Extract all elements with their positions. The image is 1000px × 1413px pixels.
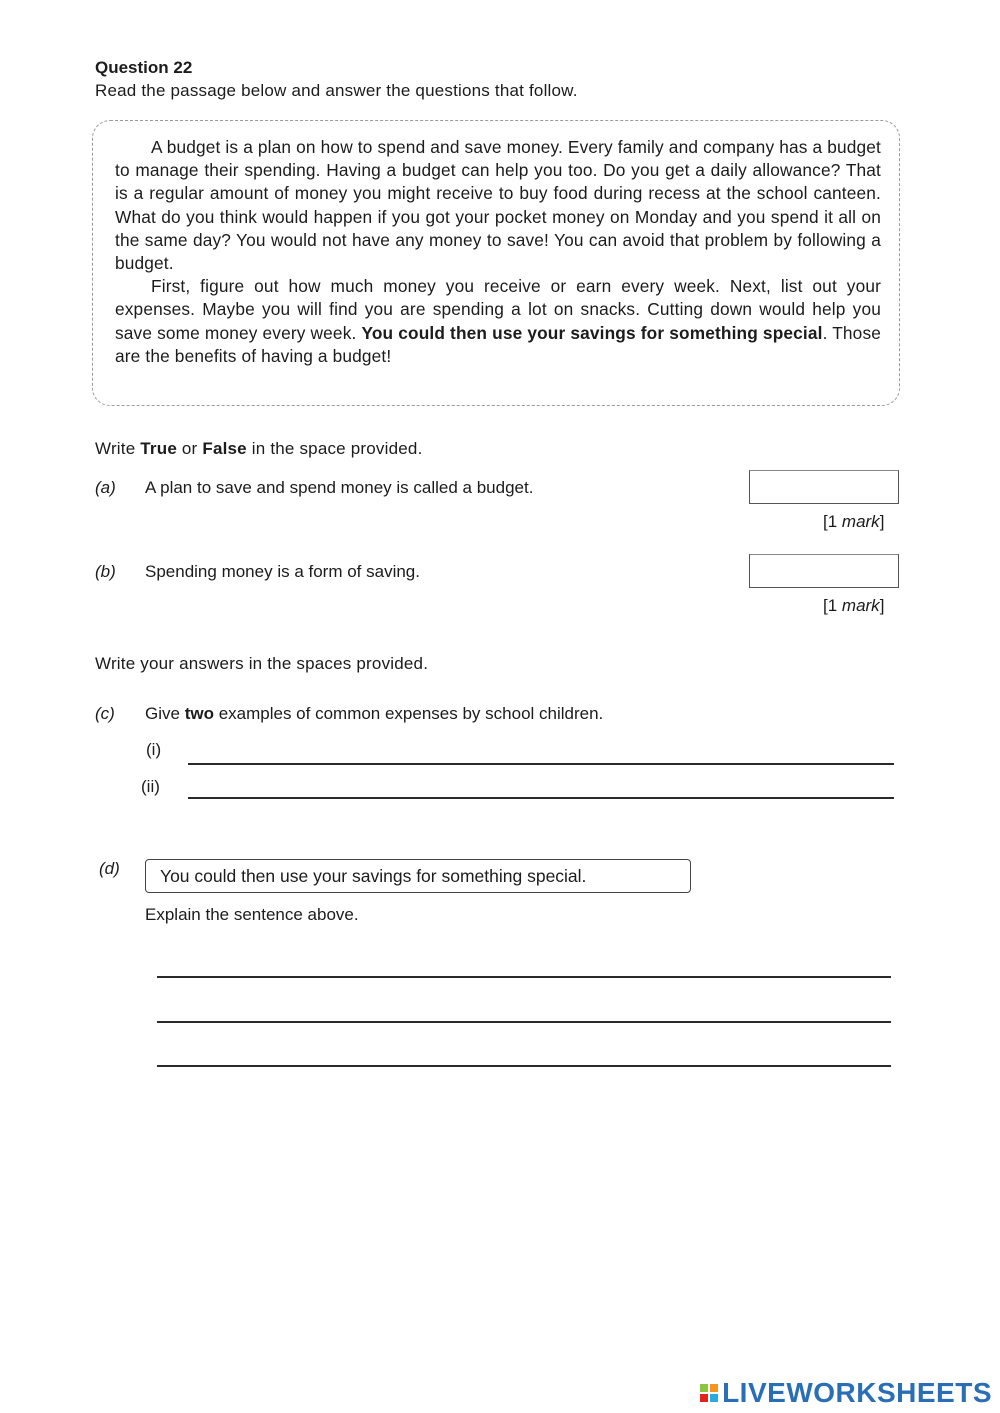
passage-highlight: You could then use your savings for something special: [361, 322, 823, 343]
question-d-text: Explain the sentence above.: [145, 905, 359, 924]
question-a-label: (a): [95, 478, 116, 497]
instr-true: True: [140, 439, 177, 458]
mark-b-word: mark: [841, 596, 880, 615]
question-b-label: (b): [95, 562, 116, 581]
qc-pre: Give: [145, 704, 185, 723]
mark-a-num: [1: [823, 512, 842, 531]
mark-b-close: ]: [879, 596, 885, 615]
answer-a-input[interactable]: [749, 470, 899, 504]
mark-a-close: ]: [879, 512, 885, 531]
answer-d-line-3[interactable]: [157, 1065, 891, 1067]
answer-d-line-1[interactable]: [157, 976, 891, 978]
answer-c-i-line[interactable]: [188, 763, 894, 765]
answer-b-input[interactable]: [749, 554, 899, 588]
mark-a-word: mark: [841, 512, 880, 531]
passage-instruction: Read the passage below and answer the questions that follow.: [95, 81, 578, 100]
instr-false: False: [202, 439, 247, 458]
question-c-text: [145, 704, 603, 724]
mark-b-num: [1: [823, 596, 842, 615]
written-answers-instruction: Write your answers in the spaces provided.: [95, 654, 429, 673]
answer-c-ii-line[interactable]: [188, 797, 894, 799]
question-title: Question 22: [95, 58, 193, 77]
question-c-ii-label: (ii): [141, 777, 160, 796]
question-d-quote-box: You could then use your savings for something special.: [145, 859, 691, 893]
passage-paragraph-2-start: First, figure out how much money you receive or earn every week. Next, list out your expenses. Maybe you will find you are spending a lot on snacks. Cutting down would help you save some money every week.: [115, 276, 881, 343]
qc-bold: two: [184, 704, 214, 723]
liveworksheets-logo[interactable]: [700, 1378, 992, 1408]
question-b-mark: [823, 596, 884, 616]
qc-post: examples of common expenses by school children.: [213, 704, 604, 723]
instr-post: in the space provided.: [246, 439, 423, 458]
logo-icon: [700, 1384, 718, 1402]
question-c-label: (c): [95, 704, 115, 723]
logo-text: LIVEWORKSHEETS: [722, 1377, 992, 1408]
question-a-text: A plan to save and spend money is called a budget.: [145, 478, 534, 497]
answer-d-line-2[interactable]: [157, 1021, 891, 1023]
passage-paragraph-1: A budget is a plan on how to spend and save money. Every family and company has a budget to manage their spending. Having a budget can help you too. Do you get a daily allowance? That is a regular amount of money you might receive to buy food during recess at the school canteen. What do you think would happen if you got your pocket money on Monday and you spend it all on the same day? You would not have any money to save! You can avoid that problem by following a budget.: [115, 137, 881, 274]
question-a-mark: [823, 512, 884, 532]
passage-paragraph-2-end: . Those are the benefits of having a budget!: [115, 322, 881, 366]
passage-text: [115, 136, 881, 368]
instr-pre: Write: [95, 439, 141, 458]
question-b-text: Spending money is a form of saving.: [145, 562, 420, 581]
question-c-i-label: (i): [146, 740, 162, 759]
passage-paragraph-2: [115, 275, 881, 368]
question-d-label: (d): [99, 859, 120, 878]
instr-mid: or: [176, 439, 203, 458]
true-false-instruction: [95, 439, 423, 459]
